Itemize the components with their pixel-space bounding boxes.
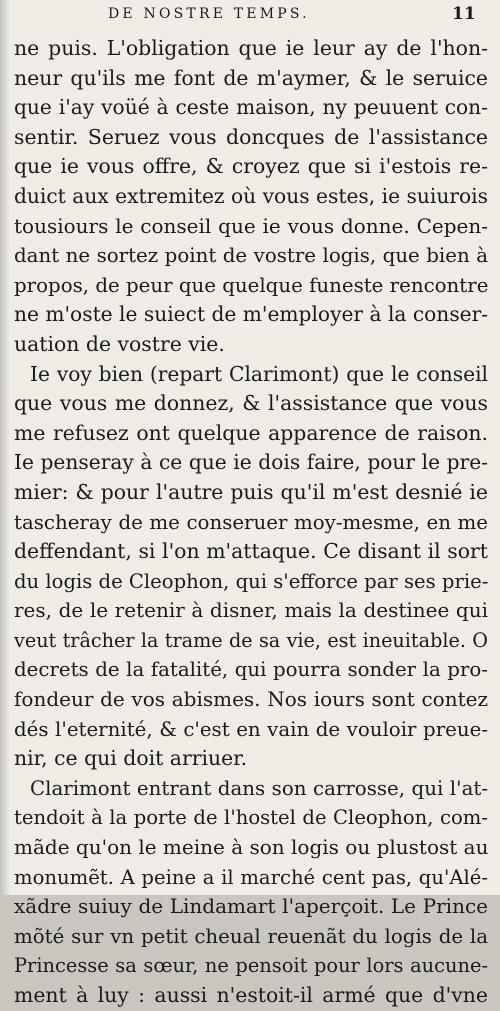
text-line: Clarimont entrant dans son carrosse, qui l'at- bbox=[30, 776, 488, 800]
paragraph bbox=[14, 34, 488, 360]
text-line: deffendant, si l'on m'attaque. Ce disant il sort bbox=[14, 539, 488, 564]
text-line: duict aux extremitez où vous estes, ie suiurois bbox=[14, 183, 488, 208]
text-line: decrets de la fatalité, qui pourra sonder la pro- bbox=[14, 658, 488, 682]
text-line: veut trâcher la trame de sa vie, est ineuitable. O bbox=[14, 628, 488, 652]
text-line: propos, de peur que quelque funeste rencontre bbox=[14, 273, 489, 297]
text-line: tousiours le conseil que ie vous donne. Cepen- bbox=[14, 213, 488, 238]
paragraph bbox=[14, 360, 488, 774]
text-line: me refusez ont quelque apparence de raison. bbox=[14, 420, 488, 445]
page-number: 11 bbox=[452, 4, 476, 24]
text-line: res, de le retenir à disner, mais la destinee qui bbox=[14, 598, 488, 623]
text-line: uation de vostre vie. bbox=[14, 331, 225, 356]
text-line: mier: & pour l'autre puis qu'il m'est desnié ie bbox=[14, 479, 488, 504]
paragraph bbox=[14, 774, 488, 1011]
text-line: sentir. Seruez vous doncques de l'assistance bbox=[14, 124, 488, 149]
text-line: ne m'oste le suiect de m'employer à la conser- bbox=[14, 302, 489, 327]
text-line: Ie voy bien (repart Clarimont) que le conseil bbox=[30, 361, 488, 386]
text-line: du logis de Cleophon, qui s'efforce par ses prie- bbox=[14, 569, 489, 593]
text-line: Princesse sa sœur, ne pensoit pour lors aucune- bbox=[14, 954, 488, 978]
text-line: xãdre suiuy de Lindamart l'aperçoit. Le Prince bbox=[14, 894, 488, 919]
text-line: monumẽt. A peine a il marché cent pas, qu'Alé- bbox=[14, 865, 488, 889]
body-text bbox=[14, 34, 488, 1011]
text-line: dés l'eternité, & c'est en vain de vouloir preue- bbox=[14, 717, 488, 741]
text-line: tascheray de me conseruer moy-mesme, en me bbox=[14, 510, 488, 534]
text-line: fondeur de vos abismes. Nos iours sont contez bbox=[14, 687, 488, 712]
text-line: que i'ay voüé à ceste maison, ny peuuent con- bbox=[14, 95, 488, 120]
text-line: que vous me donnez, & l'assistance que vous bbox=[14, 391, 488, 416]
text-line: neur qu'ils me font de m'aymer, & le seruice bbox=[14, 65, 488, 90]
text-line: dant ne sortez point de vostre logis, que bien à bbox=[14, 244, 488, 268]
text-line: nir, ce qui doit arriuer. bbox=[14, 746, 248, 771]
page-header bbox=[0, 4, 500, 30]
page-gutter-shadow bbox=[0, 0, 10, 895]
text-line: Ie penseray à ce que ie dois faire, pour le pre- bbox=[14, 450, 488, 475]
text-line: mãde qu'on le meine à son logis ou plustost au bbox=[14, 835, 489, 860]
text-line: tendoit à la porte de l'hostel de Cleophon, com- bbox=[14, 806, 488, 830]
running-head: DE NOSTRE TEMPS. bbox=[108, 6, 310, 22]
text-line: ne puis. L'obligation que ie leur ay de l'hon- bbox=[14, 36, 488, 60]
text-line: ment à luy : aussi n'estoit-il armé que d'vne bbox=[14, 983, 488, 1007]
text-line: mõté sur vn petit cheual reuenãt du logis de la bbox=[14, 924, 488, 948]
text-line: que ie vous offre, & croyez que si i'estois re- bbox=[14, 154, 488, 179]
